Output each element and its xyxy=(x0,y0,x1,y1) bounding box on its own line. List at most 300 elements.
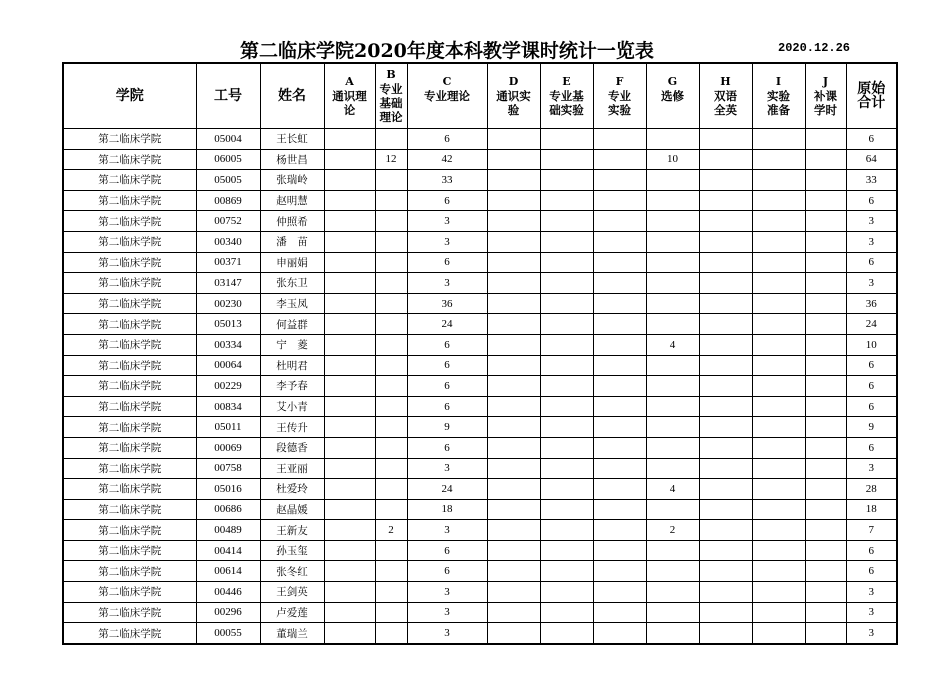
cell-id: 05016 xyxy=(196,479,260,500)
cell-a xyxy=(324,376,375,397)
cell-g xyxy=(646,211,699,232)
cell-e xyxy=(540,479,593,500)
header-h-line1: 双语 xyxy=(714,89,737,103)
header-e xyxy=(540,63,593,129)
cell-h xyxy=(699,252,752,273)
cell-id: 00229 xyxy=(196,376,260,397)
cell-e xyxy=(540,273,593,294)
cell-e xyxy=(540,417,593,438)
table-row xyxy=(63,334,897,355)
cell-id: 05013 xyxy=(196,314,260,335)
cell-name: 王剑英 xyxy=(260,582,324,603)
cell-d xyxy=(487,149,540,170)
cell-b xyxy=(375,499,407,520)
cell-i xyxy=(752,334,805,355)
cell-b xyxy=(375,170,407,191)
cell-g xyxy=(646,623,699,644)
cell-total: 6 xyxy=(846,252,897,273)
cell-college: 第二临床学院 xyxy=(63,129,196,150)
cell-name: 艾小青 xyxy=(260,396,324,417)
table-row xyxy=(63,355,897,376)
cell-name: 申丽娟 xyxy=(260,252,324,273)
cell-name: 杨世昌 xyxy=(260,149,324,170)
cell-b xyxy=(375,417,407,438)
cell-b xyxy=(375,437,407,458)
cell-b xyxy=(375,540,407,561)
cell-total: 33 xyxy=(846,170,897,191)
cell-i xyxy=(752,417,805,438)
table-row xyxy=(63,540,897,561)
table-row xyxy=(63,231,897,252)
header-h-letter: H xyxy=(720,75,731,88)
cell-i xyxy=(752,190,805,211)
cell-c: 6 xyxy=(407,355,487,376)
cell-total: 10 xyxy=(846,334,897,355)
header-total xyxy=(846,63,897,129)
cell-id: 00686 xyxy=(196,499,260,520)
cell-c: 9 xyxy=(407,417,487,438)
cell-h xyxy=(699,355,752,376)
cell-j xyxy=(805,561,846,582)
table-row xyxy=(63,211,897,232)
cell-c: 6 xyxy=(407,252,487,273)
cell-e xyxy=(540,437,593,458)
cell-h xyxy=(699,602,752,623)
cell-college: 第二临床学院 xyxy=(63,417,196,438)
header-g-line1: 选修 xyxy=(661,89,684,103)
cell-id: 05004 xyxy=(196,129,260,150)
cell-id: 00446 xyxy=(196,582,260,603)
cell-g: 4 xyxy=(646,334,699,355)
cell-g xyxy=(646,129,699,150)
cell-h xyxy=(699,437,752,458)
cell-college: 第二临床学院 xyxy=(63,396,196,417)
table-row xyxy=(63,190,897,211)
cell-id: 00064 xyxy=(196,355,260,376)
header-i-line1: 实验 xyxy=(767,89,790,103)
cell-college: 第二临床学院 xyxy=(63,314,196,335)
cell-b xyxy=(375,231,407,252)
cell-i xyxy=(752,170,805,191)
cell-e xyxy=(540,355,593,376)
cell-a xyxy=(324,437,375,458)
cell-e xyxy=(540,602,593,623)
cell-f xyxy=(593,314,646,335)
cell-d xyxy=(487,540,540,561)
cell-e xyxy=(540,129,593,150)
header-j-line2: 学时 xyxy=(814,103,837,117)
cell-name: 杜明君 xyxy=(260,355,324,376)
cell-h xyxy=(699,417,752,438)
cell-g xyxy=(646,355,699,376)
cell-h xyxy=(699,582,752,603)
cell-c: 36 xyxy=(407,293,487,314)
cell-g xyxy=(646,190,699,211)
cell-h xyxy=(699,314,752,335)
cell-total: 6 xyxy=(846,355,897,376)
cell-f xyxy=(593,129,646,150)
page-title: 第二临床学院2020年度本科教学课时统计一览表 xyxy=(240,40,654,62)
header-j-line1: 补课 xyxy=(814,89,837,103)
header-d-line2: 验 xyxy=(507,103,520,117)
cell-total: 18 xyxy=(846,499,897,520)
header-e-letter: E xyxy=(562,75,571,88)
header-i xyxy=(752,63,805,129)
cell-total: 3 xyxy=(846,273,897,294)
cell-a xyxy=(324,129,375,150)
header-i-letter: I xyxy=(775,75,782,88)
cell-b xyxy=(375,334,407,355)
table-row xyxy=(63,561,897,582)
cell-e xyxy=(540,211,593,232)
table-row xyxy=(63,129,897,150)
statistics-table xyxy=(62,62,898,645)
cell-i xyxy=(752,520,805,541)
cell-total: 9 xyxy=(846,417,897,438)
cell-j xyxy=(805,458,846,479)
cell-d xyxy=(487,602,540,623)
cell-e xyxy=(540,540,593,561)
cell-e xyxy=(540,293,593,314)
cell-h xyxy=(699,376,752,397)
cell-j xyxy=(805,417,846,438)
cell-h xyxy=(699,561,752,582)
cell-e xyxy=(540,499,593,520)
header-j xyxy=(805,63,846,129)
cell-e xyxy=(540,458,593,479)
header-f xyxy=(593,63,646,129)
cell-g xyxy=(646,561,699,582)
header-d-letter: D xyxy=(508,75,519,88)
cell-g xyxy=(646,293,699,314)
cell-h xyxy=(699,499,752,520)
header-f-line1: 专业 xyxy=(608,89,631,103)
cell-b xyxy=(375,396,407,417)
cell-college: 第二临床学院 xyxy=(63,170,196,191)
cell-id: 00489 xyxy=(196,520,260,541)
cell-college: 第二临床学院 xyxy=(63,582,196,603)
cell-c: 3 xyxy=(407,458,487,479)
cell-d xyxy=(487,623,540,644)
cell-total: 3 xyxy=(846,458,897,479)
cell-j xyxy=(805,273,846,294)
header-a xyxy=(324,63,375,129)
cell-f xyxy=(593,417,646,438)
cell-name: 何益群 xyxy=(260,314,324,335)
cell-h xyxy=(699,170,752,191)
cell-total: 6 xyxy=(846,129,897,150)
cell-id: 00296 xyxy=(196,602,260,623)
cell-c: 3 xyxy=(407,231,487,252)
cell-h xyxy=(699,293,752,314)
cell-college: 第二临床学院 xyxy=(63,479,196,500)
cell-total: 6 xyxy=(846,376,897,397)
header-e-line1: 专业基 xyxy=(549,89,584,103)
cell-a xyxy=(324,334,375,355)
cell-h xyxy=(699,520,752,541)
cell-name: 卢爱莲 xyxy=(260,602,324,623)
cell-b xyxy=(375,273,407,294)
cell-f xyxy=(593,355,646,376)
cell-h xyxy=(699,273,752,294)
table-row xyxy=(63,252,897,273)
header-c-line1: 专业理论 xyxy=(424,89,470,103)
cell-name: 孙玉玺 xyxy=(260,540,324,561)
cell-j xyxy=(805,396,846,417)
table-row xyxy=(63,582,897,603)
table-row xyxy=(63,293,897,314)
cell-i xyxy=(752,314,805,335)
cell-j xyxy=(805,252,846,273)
cell-id: 00230 xyxy=(196,293,260,314)
cell-j xyxy=(805,129,846,150)
cell-i xyxy=(752,499,805,520)
cell-total: 24 xyxy=(846,314,897,335)
cell-college: 第二临床学院 xyxy=(63,231,196,252)
cell-h xyxy=(699,190,752,211)
cell-h xyxy=(699,129,752,150)
cell-a xyxy=(324,623,375,644)
cell-c: 33 xyxy=(407,170,487,191)
cell-id: 00614 xyxy=(196,561,260,582)
cell-j xyxy=(805,149,846,170)
cell-a xyxy=(324,479,375,500)
cell-f xyxy=(593,561,646,582)
cell-name: 宁 菱 xyxy=(260,334,324,355)
cell-f xyxy=(593,211,646,232)
cell-i xyxy=(752,355,805,376)
cell-id: 05011 xyxy=(196,417,260,438)
cell-f xyxy=(593,149,646,170)
header-b-line2: 基础 xyxy=(379,96,403,110)
cell-id: 03147 xyxy=(196,273,260,294)
cell-c: 42 xyxy=(407,149,487,170)
cell-college: 第二临床学院 xyxy=(63,540,196,561)
cell-h xyxy=(699,458,752,479)
cell-f xyxy=(593,479,646,500)
cell-j xyxy=(805,437,846,458)
cell-i xyxy=(752,479,805,500)
cell-h xyxy=(699,479,752,500)
header-f-letter: F xyxy=(615,75,624,88)
cell-college: 第二临床学院 xyxy=(63,437,196,458)
cell-g: 4 xyxy=(646,479,699,500)
cell-d xyxy=(487,252,540,273)
cell-f xyxy=(593,458,646,479)
cell-h xyxy=(699,623,752,644)
cell-id: 00834 xyxy=(196,396,260,417)
cell-e xyxy=(540,396,593,417)
cell-id: 00340 xyxy=(196,231,260,252)
header-c-letter: C xyxy=(442,75,452,88)
cell-g xyxy=(646,582,699,603)
cell-i xyxy=(752,396,805,417)
cell-id: 00869 xyxy=(196,190,260,211)
cell-d xyxy=(487,376,540,397)
header-total-line1: 原始 xyxy=(857,81,886,97)
table-row xyxy=(63,376,897,397)
cell-b xyxy=(375,355,407,376)
cell-d xyxy=(487,417,540,438)
cell-j xyxy=(805,582,846,603)
cell-b: 12 xyxy=(375,149,407,170)
cell-c: 6 xyxy=(407,376,487,397)
cell-d xyxy=(487,170,540,191)
header-g xyxy=(646,63,699,129)
cell-name: 王新友 xyxy=(260,520,324,541)
table-row xyxy=(63,417,897,438)
cell-total: 3 xyxy=(846,231,897,252)
cell-j xyxy=(805,190,846,211)
cell-j xyxy=(805,293,846,314)
cell-a xyxy=(324,396,375,417)
cell-d xyxy=(487,273,540,294)
cell-c: 6 xyxy=(407,396,487,417)
cell-d xyxy=(487,582,540,603)
cell-g xyxy=(646,417,699,438)
cell-f xyxy=(593,273,646,294)
cell-i xyxy=(752,293,805,314)
cell-id: 00414 xyxy=(196,540,260,561)
cell-college: 第二临床学院 xyxy=(63,520,196,541)
cell-a xyxy=(324,231,375,252)
header-c xyxy=(407,63,487,129)
cell-name: 李玉凤 xyxy=(260,293,324,314)
header-h xyxy=(699,63,752,129)
cell-college: 第二临床学院 xyxy=(63,190,196,211)
header-e-line2: 础实验 xyxy=(549,103,584,117)
cell-name: 张瑞岭 xyxy=(260,170,324,191)
cell-total: 6 xyxy=(846,437,897,458)
cell-f xyxy=(593,334,646,355)
cell-total: 3 xyxy=(846,582,897,603)
cell-e xyxy=(540,190,593,211)
cell-name: 赵明慧 xyxy=(260,190,324,211)
cell-total: 7 xyxy=(846,520,897,541)
cell-i xyxy=(752,129,805,150)
cell-a xyxy=(324,520,375,541)
cell-i xyxy=(752,602,805,623)
cell-d xyxy=(487,499,540,520)
header-j-letter: J xyxy=(822,75,829,88)
cell-college: 第二临床学院 xyxy=(63,211,196,232)
cell-b xyxy=(375,129,407,150)
cell-college: 第二临床学院 xyxy=(63,602,196,623)
table-row xyxy=(63,479,897,500)
cell-b xyxy=(375,561,407,582)
cell-c: 6 xyxy=(407,437,487,458)
cell-i xyxy=(752,252,805,273)
cell-total: 6 xyxy=(846,540,897,561)
header-g-letter: G xyxy=(667,75,678,88)
cell-a xyxy=(324,293,375,314)
cell-name: 潘 苗 xyxy=(260,231,324,252)
cell-total: 3 xyxy=(846,211,897,232)
cell-e xyxy=(540,231,593,252)
cell-name: 赵晶媛 xyxy=(260,499,324,520)
cell-d xyxy=(487,314,540,335)
cell-a xyxy=(324,355,375,376)
cell-id: 00758 xyxy=(196,458,260,479)
cell-e xyxy=(540,170,593,191)
cell-g xyxy=(646,231,699,252)
cell-d xyxy=(487,561,540,582)
table-body xyxy=(63,129,897,644)
cell-i xyxy=(752,561,805,582)
cell-j xyxy=(805,355,846,376)
cell-d xyxy=(487,190,540,211)
cell-name: 王长虹 xyxy=(260,129,324,150)
header-a-letter: A xyxy=(345,75,354,88)
header-a-line1: 通识理 xyxy=(332,89,367,103)
cell-name: 段德香 xyxy=(260,437,324,458)
header-i-line2: 准备 xyxy=(767,103,790,117)
cell-j xyxy=(805,540,846,561)
cell-h xyxy=(699,231,752,252)
cell-a xyxy=(324,582,375,603)
cell-e xyxy=(540,582,593,603)
table-row xyxy=(63,396,897,417)
cell-f xyxy=(593,190,646,211)
cell-college: 第二临床学院 xyxy=(63,499,196,520)
cell-h xyxy=(699,540,752,561)
cell-d xyxy=(487,479,540,500)
header-name: 姓名 xyxy=(260,63,324,129)
header-d-line1: 通识实 xyxy=(496,89,531,103)
cell-f xyxy=(593,376,646,397)
cell-e xyxy=(540,252,593,273)
cell-a xyxy=(324,602,375,623)
header-college: 学院 xyxy=(63,63,196,129)
cell-j xyxy=(805,170,846,191)
cell-name: 张东卫 xyxy=(260,273,324,294)
cell-b xyxy=(375,190,407,211)
table-row xyxy=(63,170,897,191)
cell-b xyxy=(375,211,407,232)
cell-i xyxy=(752,623,805,644)
cell-e xyxy=(540,376,593,397)
cell-j xyxy=(805,211,846,232)
cell-f xyxy=(593,252,646,273)
cell-college: 第二临床学院 xyxy=(63,149,196,170)
table-row xyxy=(63,273,897,294)
cell-total: 6 xyxy=(846,190,897,211)
cell-college: 第二临床学院 xyxy=(63,561,196,582)
cell-d xyxy=(487,334,540,355)
cell-c: 3 xyxy=(407,623,487,644)
header-a-line2: 论 xyxy=(343,103,356,117)
cell-g: 10 xyxy=(646,149,699,170)
cell-c: 3 xyxy=(407,582,487,603)
cell-e xyxy=(540,520,593,541)
cell-e xyxy=(540,149,593,170)
cell-i xyxy=(752,149,805,170)
cell-a xyxy=(324,149,375,170)
cell-h xyxy=(699,149,752,170)
cell-college: 第二临床学院 xyxy=(63,623,196,644)
cell-i xyxy=(752,540,805,561)
header-id: 工号 xyxy=(196,63,260,129)
report-date: 2020.12.26 xyxy=(778,41,851,55)
cell-d xyxy=(487,293,540,314)
cell-j xyxy=(805,499,846,520)
cell-c: 6 xyxy=(407,190,487,211)
cell-c: 24 xyxy=(407,314,487,335)
cell-h xyxy=(699,211,752,232)
cell-i xyxy=(752,437,805,458)
cell-c: 24 xyxy=(407,479,487,500)
cell-id: 06005 xyxy=(196,149,260,170)
